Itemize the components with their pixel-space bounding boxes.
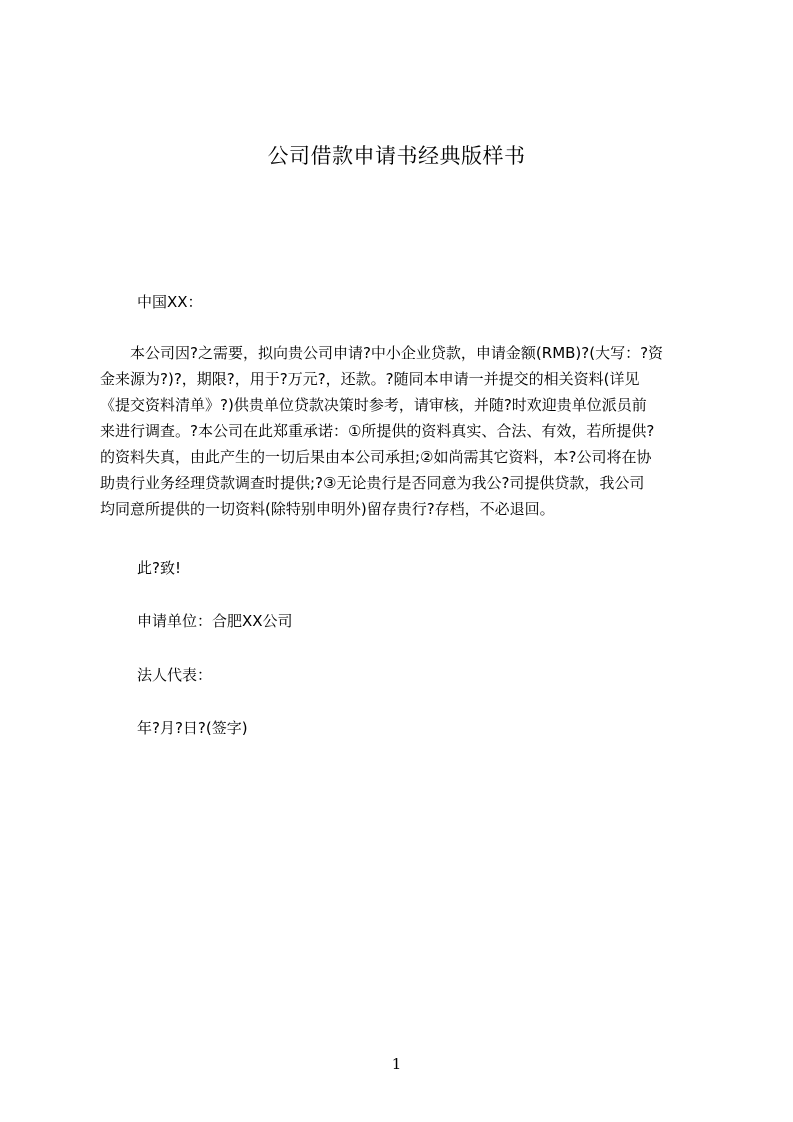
legal-representative-line: 法人代表： <box>137 666 213 684</box>
body-line: 的资料失真，由此产生的一切后果由本公司承担;②如尚需其它资料，本?公司将在协 <box>100 448 652 466</box>
body-line: 《提交资料清单》?)供贵单位贷款决策时参考，请审核，并随?时欢迎贵单位派员前 <box>100 396 647 414</box>
applicant-line: 申请单位：合肥XX公司 <box>137 612 293 630</box>
page-number: 1 <box>391 1055 402 1073</box>
body-paragraph <box>100 340 700 522</box>
body-line: 助贵行业务经理贷款调查时提供;?③无论贵行是否同意为我公?司提供贷款，我公司 <box>100 474 645 492</box>
date-signature-line: 年?月?日?(签字) <box>137 719 248 737</box>
body-line: 金来源为?)?，期限?，用于?万元?，还款。?随同本申请一并提交的相关资料(详见 <box>100 370 640 388</box>
closing-line: 此?致! <box>137 559 181 577</box>
body-line: 来进行调查。?本公司在此郑重承诺：①所提供的资料真实、合法、有效，若所提供? <box>100 422 655 440</box>
body-line: 本公司因?之需要，拟向贵公司申请?中小企业贷款，申请金额(RMB)?(大写：?资 <box>100 344 664 362</box>
body-line: 均同意所提供的一切资料(除特别申明外)留存贵行?存档，不必退回。 <box>100 500 555 518</box>
salutation: 中国XX： <box>137 293 203 311</box>
document-title: 公司借款申请书经典版样书 <box>267 144 526 168</box>
